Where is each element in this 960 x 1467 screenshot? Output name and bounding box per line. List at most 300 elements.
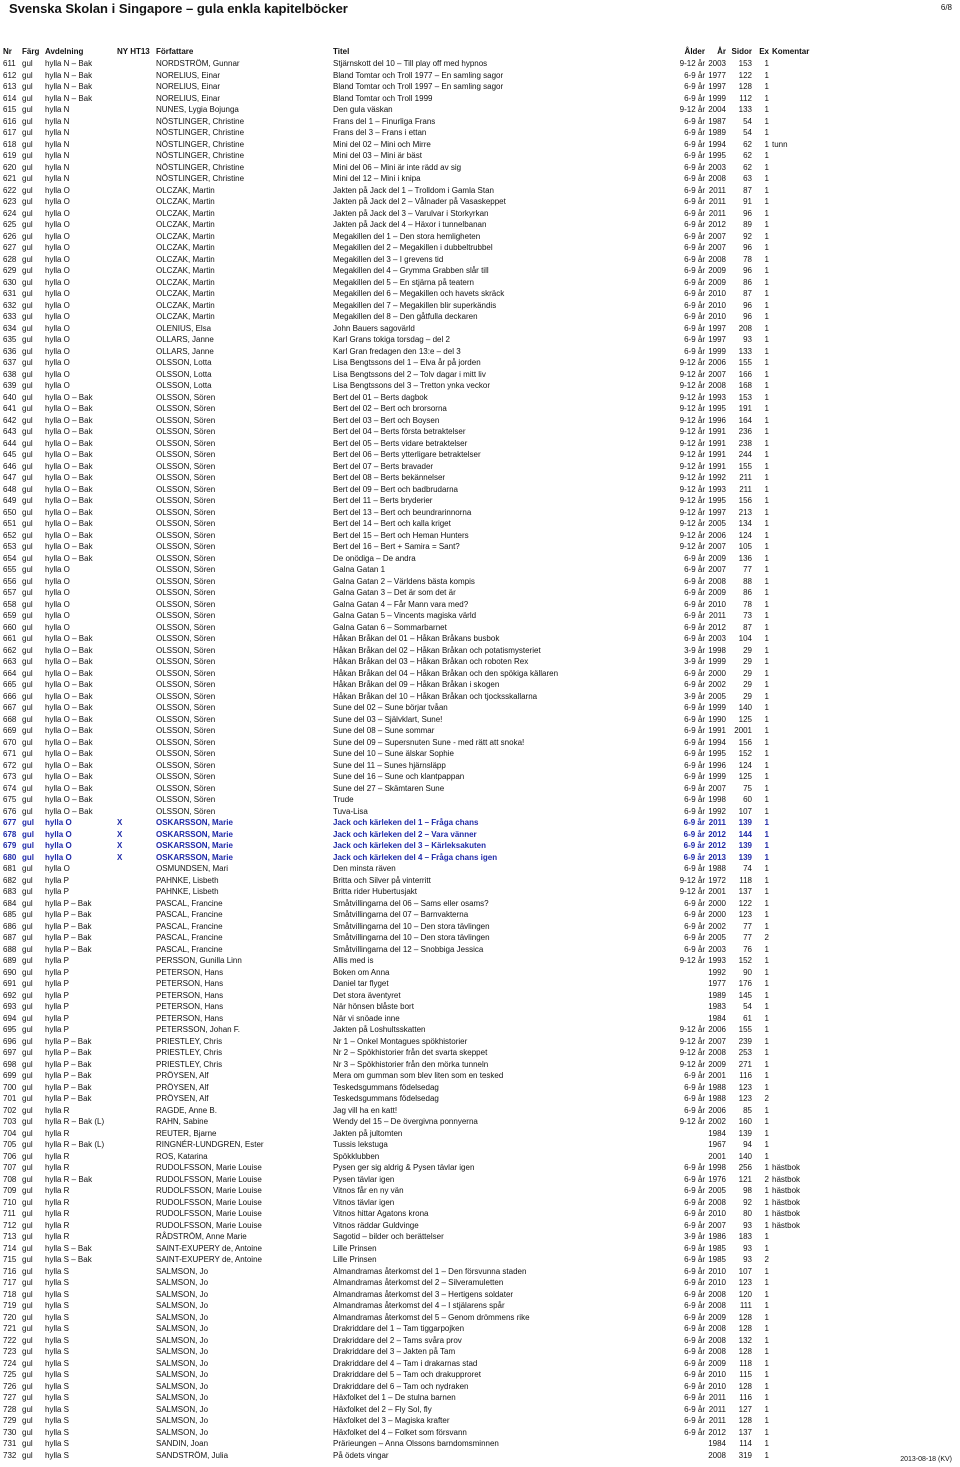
table-row <box>0 1323 960 1335</box>
cell-forfattare: OLSSON, Sören <box>156 714 216 724</box>
cell-farg: gul <box>22 760 33 770</box>
cell-ex: 1 <box>764 806 769 816</box>
cell-avdelning: hylla O – Bak <box>45 703 93 712</box>
cell-titel: Sune del 16 – Sune och klantpappan <box>333 772 465 781</box>
cell-titel: Småtvillingarna del 06 – Sams eller osams? <box>333 898 489 908</box>
cell-avdelning: hylla O – Bak <box>45 473 93 482</box>
cell-sidor: 96 <box>743 300 752 310</box>
cell-nr: 709 <box>3 1186 17 1195</box>
cell-titel: Drakriddare del 1 – Tam tiggarpojken <box>333 1324 465 1333</box>
cell-nr: 616 <box>3 116 17 126</box>
table-row <box>0 265 960 277</box>
cell-ex: 1 <box>764 1324 769 1333</box>
cell-ar: 2013 <box>708 852 726 862</box>
cell-forfattare: NUNES, Lygia Bojunga <box>156 105 239 114</box>
cell-ex: 1 <box>764 1048 769 1057</box>
cell-alder: 6-9 år <box>684 772 705 781</box>
cell-nr: 713 <box>3 1232 17 1241</box>
cell-ex: 1 <box>764 1209 769 1218</box>
table-row <box>0 1105 960 1117</box>
cell-ar: 2005 <box>708 933 726 942</box>
cell-avdelning: hylla R <box>45 1197 70 1207</box>
cell-ex: 1 <box>764 151 769 160</box>
cell-ex: 1 <box>764 59 769 68</box>
cell-sidor: 166 <box>738 369 752 379</box>
cell-sidor: 86 <box>743 277 752 287</box>
cell-forfattare: SANDSTRÖM, Julia <box>156 1450 229 1460</box>
cell-sidor: 137 <box>738 887 752 896</box>
cell-sidor: 87 <box>743 185 752 195</box>
cell-farg: gul <box>22 1255 33 1264</box>
cell-avdelning: hylla O – Bak <box>45 806 93 816</box>
cell-titel: Tussis lekstuga <box>333 1140 388 1149</box>
cell-farg: gul <box>22 381 33 390</box>
cell-titel: Jakten på Jack del 3 – Varulvar i Storkyrkan <box>333 208 489 218</box>
cell-alder: 6-9 år <box>684 588 705 597</box>
cell-titel: Megakillen del 7 – Megakillen blir superkändis <box>333 300 497 310</box>
cell-sidor: 128 <box>738 1347 752 1356</box>
cell-farg: gul <box>22 1059 33 1069</box>
cell-alder: 6-9 år <box>684 703 705 712</box>
cell-alder: 6-9 år <box>684 668 705 678</box>
cell-titel: Håkan Bråkan del 03 – Håkan Bråkan och roboten Rex <box>333 657 529 666</box>
cell-forfattare: RAHN, Sabine <box>156 1117 209 1126</box>
cell-nr: 629 <box>3 266 17 275</box>
cell-avdelning: hylla P – Bak <box>45 910 92 919</box>
cell-alder: 6-9 år <box>684 300 705 310</box>
cell-forfattare: PAHNKE, Lisbeth <box>156 887 219 896</box>
cell-sidor: 29 <box>743 668 752 678</box>
cell-avdelning: hylla S <box>45 1358 70 1368</box>
table-row <box>0 150 960 162</box>
cell-sidor: 80 <box>743 1209 752 1218</box>
cell-avdelning: hylla R <box>45 1220 70 1230</box>
cell-sidor: 160 <box>738 1117 752 1126</box>
cell-ar: 1997 <box>708 335 726 344</box>
table-row <box>0 1312 960 1324</box>
cell-ex: 1 <box>764 197 769 206</box>
cell-avdelning: hylla P – Bak <box>45 1094 92 1103</box>
table-row <box>0 472 960 484</box>
cell-farg: gul <box>22 473 33 482</box>
cell-avdelning: hylla P – Bak <box>45 944 92 954</box>
cell-titel: Galna Gatan 3 – Det är som det är <box>333 588 456 597</box>
cell-sidor: 139 <box>738 852 752 862</box>
cell-alder: 6-9 år <box>683 818 705 827</box>
cell-alder: 6-9 år <box>684 1416 705 1425</box>
cell-ex: 1 <box>764 415 769 425</box>
cell-forfattare: OLSSON, Sören <box>156 519 216 528</box>
cell-nr: 722 <box>3 1335 17 1345</box>
cell-alder: 6-9 år <box>684 1071 705 1080</box>
cell-ex: 1 <box>764 208 769 218</box>
cell-sidor: 208 <box>738 323 752 333</box>
table-row <box>0 1266 960 1278</box>
cell-ex: 1 <box>764 404 769 413</box>
cell-avdelning: hylla S <box>45 1370 70 1379</box>
cell-forfattare: PETERSON, Hans <box>156 979 224 988</box>
cell-titel: Karl Gran fredagen den 13:e – del 3 <box>333 346 461 356</box>
cell-ar: 1994 <box>708 139 726 149</box>
table-row <box>0 714 960 726</box>
cell-nr: 692 <box>3 990 17 1000</box>
cell-ny: X <box>117 841 123 850</box>
cell-nr: 700 <box>3 1082 17 1092</box>
cell-forfattare: OLCZAK, Martin <box>156 220 215 229</box>
cell-nr: 712 <box>3 1220 17 1230</box>
cell-ar: 2007 <box>708 542 726 551</box>
cell-ar: 1984 <box>708 1128 726 1138</box>
cell-farg: gul <box>22 392 33 402</box>
cell-sidor: 136 <box>738 553 752 563</box>
cell-ar: 1992 <box>708 806 726 816</box>
cell-sidor: 78 <box>743 254 752 264</box>
cell-titel: Sune del 11 – Sunes hjärnsläpp <box>333 760 446 770</box>
cell-avdelning: hylla O <box>45 323 70 333</box>
cell-nr: 728 <box>3 1404 17 1414</box>
cell-nr: 679 <box>3 841 17 850</box>
cell-titel: Almandramas återkomst del 3 – Hertigens soldater <box>333 1289 514 1299</box>
cell-sidor: 120 <box>738 1289 752 1299</box>
cell-nr: 706 <box>3 1151 17 1161</box>
cell-avdelning: hylla S <box>45 1335 70 1345</box>
cell-alder: 9-12 år <box>679 415 705 425</box>
cell-ex: 1 <box>764 887 769 896</box>
table-row <box>0 116 960 128</box>
table-row <box>0 1231 960 1243</box>
cell-titel: Lille Prinsen <box>333 1243 377 1253</box>
cell-forfattare: OLLARS, Janne <box>156 346 214 356</box>
cell-sidor: 96 <box>743 208 752 218</box>
cell-ar: 1994 <box>708 737 726 747</box>
col-ny: NY HT13 <box>117 47 150 56</box>
cell-sidor: 123 <box>738 1278 752 1287</box>
cell-titel: Trude <box>333 795 354 804</box>
table-row <box>0 806 960 818</box>
cell-avdelning: hylla P <box>45 1002 70 1011</box>
cell-titel: När vi snöade inne <box>333 1013 400 1023</box>
cell-ar: 2008 <box>708 1301 726 1310</box>
cell-alder: 9-12 år <box>679 519 705 528</box>
cell-ar: 1991 <box>708 726 726 735</box>
cell-forfattare: OLSSON, Sören <box>156 553 216 563</box>
cell-ar: 1992 <box>708 473 726 482</box>
cell-alder: 6-9 år <box>684 737 705 747</box>
cell-forfattare: RÅDSTRÖM, Anne Marie <box>156 1232 247 1241</box>
cell-avdelning: hylla S <box>45 1301 70 1310</box>
cell-alder: 6-9 år <box>684 576 705 586</box>
cell-alder: 9-12 år <box>679 369 705 379</box>
cell-sidor: 256 <box>738 1163 752 1172</box>
cell-sidor: 271 <box>738 1059 752 1069</box>
cell-ex: 1 <box>764 473 769 482</box>
cell-avdelning: hylla P – Bak <box>45 1036 92 1046</box>
cell-ar: 2005 <box>708 1186 726 1195</box>
cell-ar: 2003 <box>708 634 726 643</box>
cell-farg: gul <box>22 220 33 229</box>
cell-titel: Galna Gatan 5 – Vincents magiska värld <box>333 611 477 620</box>
cell-alder: 6-9 år <box>684 749 705 758</box>
cell-titel: Vitnos räddar Guldvinge <box>333 1220 419 1230</box>
cell-ar: 2007 <box>708 369 726 379</box>
cell-forfattare: SALMSON, Jo <box>156 1324 209 1333</box>
cell-ar: 2006 <box>708 530 726 540</box>
cell-farg: gul <box>22 680 33 689</box>
table-row <box>0 978 960 990</box>
cell-titel: Almandramas återkomst del 5 – Genom drömmens rike <box>333 1312 530 1322</box>
cell-avdelning: hylla O <box>45 300 70 310</box>
cell-avdelning: hylla N <box>45 162 70 172</box>
cell-farg: gul <box>22 1197 33 1207</box>
cell-sidor: 29 <box>743 691 752 701</box>
cell-nr: 704 <box>3 1128 17 1138</box>
cell-avdelning: hylla P – Bak <box>45 1082 92 1092</box>
cell-farg: gul <box>22 1117 33 1126</box>
cell-sidor: 61 <box>743 1013 752 1023</box>
cell-avdelning: hylla N – Bak <box>45 93 93 103</box>
cell-nr: 686 <box>3 921 17 931</box>
cell-sidor: 77 <box>743 933 752 942</box>
cell-avdelning: hylla R – Bak <box>45 1174 93 1184</box>
cell-avdelning: hylla R <box>45 1105 70 1115</box>
table-row <box>0 484 960 496</box>
cell-ex: 1 <box>764 139 769 149</box>
cell-ex: 1 <box>764 392 769 402</box>
cell-avdelning: hylla O <box>45 346 70 356</box>
cell-farg: gul <box>22 1163 33 1172</box>
cell-nr: 630 <box>3 277 17 287</box>
cell-nr: 659 <box>3 611 17 620</box>
cell-ar: 2008 <box>708 381 726 390</box>
cell-nr: 617 <box>3 128 17 137</box>
cell-farg: gul <box>22 1174 33 1184</box>
table-row <box>0 139 960 151</box>
cell-alder: 6-9 år <box>684 1186 705 1195</box>
cell-sidor: 139 <box>738 818 752 827</box>
cell-titel: Wendy del 15 – De övergivna ponnyerna <box>333 1117 478 1126</box>
cell-avdelning: hylla S <box>45 1278 70 1287</box>
cell-titel: Allis med is <box>333 956 374 965</box>
cell-forfattare: OLSSON, Sören <box>156 783 216 793</box>
cell-sidor: 133 <box>738 105 752 114</box>
cell-titel: Megakillen del 3 – I grevens tid <box>333 254 444 264</box>
cell-ar: 2002 <box>708 1117 726 1126</box>
cell-avdelning: hylla S <box>45 1289 70 1299</box>
cell-farg: gul <box>22 703 33 712</box>
cell-forfattare: NÖSTLINGER, Christine <box>156 151 245 160</box>
cell-sidor: 156 <box>738 737 752 747</box>
cell-ar: 2012 <box>708 841 726 850</box>
cell-alder: 9-12 år <box>679 507 705 517</box>
cell-farg: gul <box>22 461 33 471</box>
table-row <box>0 1208 960 1220</box>
cell-titel: Bert del 02 – Bert och brorsorna <box>333 404 447 413</box>
cell-ex: 1 <box>764 1232 769 1241</box>
table-row <box>0 162 960 174</box>
cell-ex: 1 <box>764 1071 769 1080</box>
table-row <box>0 323 960 335</box>
cell-forfattare: OSKARSSON, Marie <box>156 852 233 862</box>
cell-nr: 661 <box>3 634 17 643</box>
cell-forfattare: OLCZAK, Martin <box>156 277 215 287</box>
cell-farg: gul <box>22 1370 33 1379</box>
cell-sidor: 122 <box>738 70 752 80</box>
cell-ex: 1 <box>764 956 769 965</box>
cell-alder: 6-9 år <box>684 634 705 643</box>
cell-ar: 2003 <box>708 944 726 954</box>
cell-sidor: 2001 <box>734 726 752 735</box>
cell-farg: gul <box>22 346 33 356</box>
cell-nr: 653 <box>3 542 17 551</box>
cell-kommentar: hästbok <box>772 1186 801 1195</box>
cell-titel: Vitnos hittar Agatons krona <box>333 1209 429 1218</box>
cell-nr: 685 <box>3 910 17 919</box>
cell-farg: gul <box>22 358 33 367</box>
table-row <box>0 1381 960 1393</box>
cell-nr: 614 <box>3 93 17 103</box>
cell-alder: 6-9 år <box>684 1324 705 1333</box>
cell-forfattare: PRÖYSEN, Alf <box>156 1082 209 1092</box>
cell-forfattare: ROS, Katarina <box>156 1151 208 1161</box>
cell-avdelning: hylla O <box>45 358 70 367</box>
cell-kommentar: hästbok <box>772 1197 801 1207</box>
cell-titel: Jag vill ha en katt! <box>333 1105 398 1115</box>
cell-forfattare: SALMSON, Jo <box>156 1266 209 1276</box>
cell-forfattare: PRÖYSEN, Alf <box>156 1071 209 1080</box>
cell-alder: 3-9 år <box>684 657 705 666</box>
cell-titel: Bert del 09 – Bert och badbrudarna <box>333 484 458 494</box>
cell-farg: gul <box>22 1128 33 1138</box>
cell-alder: 9-12 år <box>679 404 705 413</box>
cell-avdelning: hylla O – Bak <box>45 783 93 793</box>
cell-nr: 719 <box>3 1301 17 1310</box>
cell-alder: 6-9 år <box>684 289 705 298</box>
cell-titel: Teskedsgummans födelsedag <box>333 1094 439 1103</box>
cell-alder: 6-9 år <box>684 898 705 908</box>
cell-avdelning: hylla N <box>45 174 70 183</box>
cell-nr: 689 <box>3 956 17 965</box>
cell-ex: 1 <box>764 783 769 793</box>
cell-forfattare: OLSSON, Sören <box>156 645 216 655</box>
table-row <box>0 886 960 898</box>
cell-farg: gul <box>22 496 33 505</box>
cell-ex: 1 <box>764 358 769 367</box>
cell-ar: 1967 <box>708 1140 726 1149</box>
cell-titel: När hönsen blåste bort <box>333 1002 414 1011</box>
cell-avdelning: hylla S – Bak <box>45 1243 92 1253</box>
table-row <box>0 196 960 208</box>
cell-nr: 651 <box>3 519 17 528</box>
cell-farg: gul <box>22 588 33 597</box>
cell-ar: 2009 <box>708 266 726 275</box>
cell-alder: 6-9 år <box>684 1404 705 1414</box>
cell-alder: 6-9 år <box>684 1312 705 1322</box>
cell-sidor: 213 <box>738 507 752 517</box>
cell-farg: gul <box>22 783 33 793</box>
cell-forfattare: OLSSON, Sören <box>156 726 216 735</box>
cell-farg: gul <box>22 1439 33 1448</box>
cell-ar: 1988 <box>708 1082 726 1092</box>
cell-forfattare: OLSSON, Sören <box>156 588 216 597</box>
cell-titel: Den minsta räven <box>333 864 396 873</box>
table-row <box>0 231 960 243</box>
cell-avdelning: hylla S <box>45 1324 70 1333</box>
cell-farg: gul <box>22 1427 33 1437</box>
cell-farg: gul <box>22 1025 33 1034</box>
table-row <box>0 1392 960 1404</box>
cell-ex: 1 <box>764 1381 769 1391</box>
cell-titel: På ödets vingar <box>333 1450 389 1460</box>
table-row <box>0 93 960 105</box>
cell-titel: Sagotid – bilder och berättelser <box>333 1232 444 1241</box>
cell-avdelning: hylla O <box>45 864 70 873</box>
cell-titel: Bert del 13 – Bert och beundrarinnorna <box>333 507 472 517</box>
cell-farg: gul <box>22 1278 33 1287</box>
cell-farg: gul <box>22 841 34 850</box>
cell-alder: 9-12 år <box>679 484 705 494</box>
cell-ar: 2008 <box>708 1324 726 1333</box>
cell-nr: 672 <box>3 760 17 770</box>
cell-titel: Galna Gatan 1 <box>333 565 386 574</box>
footer-date: 2013-08-18 (KV) <box>900 1456 952 1463</box>
cell-titel: Bert del 06 – Berts ytterligare betraktelser <box>333 450 481 459</box>
cell-ar: 1996 <box>708 415 726 425</box>
cell-alder: 9-12 år <box>679 105 705 114</box>
cell-ar: 1998 <box>708 1163 726 1172</box>
cell-titel: Häxfolket del 3 – Magiska krafter <box>333 1416 450 1425</box>
table-row <box>0 461 960 473</box>
cell-farg: gul <box>22 415 33 425</box>
cell-sidor: 63 <box>743 174 752 183</box>
col-farg: Färg <box>22 47 40 56</box>
cell-nr: 652 <box>3 530 17 540</box>
cell-ex: 1 <box>764 174 769 183</box>
cell-sidor: 62 <box>743 162 752 172</box>
cell-titel: Mera om gumman som blev liten som en tesked <box>333 1071 504 1080</box>
cell-nr: 705 <box>3 1140 17 1149</box>
book-table <box>0 58 960 1461</box>
cell-titel: Megakillen del 6 – Megakillen och havets skräck <box>333 289 505 298</box>
cell-alder: 6-9 år <box>684 944 705 954</box>
cell-farg: gul <box>22 1013 33 1023</box>
table-row <box>0 863 960 875</box>
cell-alder: 6-9 år <box>684 197 705 206</box>
cell-nr: 687 <box>3 933 17 942</box>
cell-titel: Sune del 10 – Sune älskar Sophie <box>333 749 454 758</box>
cell-forfattare: PERSSON, Gunilla Linn <box>156 956 242 965</box>
cell-nr: 624 <box>3 208 17 218</box>
cell-sidor: 132 <box>738 1335 752 1345</box>
cell-ar: 2012 <box>708 220 726 229</box>
cell-ar: 2011 <box>708 185 726 195</box>
cell-alder: 6-9 år <box>684 599 705 609</box>
cell-farg: gul <box>22 1404 33 1414</box>
cell-forfattare: OLSSON, Sören <box>156 737 216 747</box>
cell-ex: 1 <box>764 818 769 827</box>
cell-forfattare: OLCZAK, Martin <box>156 254 215 264</box>
cell-alder: 6-9 år <box>684 921 705 931</box>
cell-sidor: 88 <box>743 576 752 586</box>
table-row <box>0 633 960 645</box>
cell-sidor: 75 <box>743 783 752 793</box>
cell-farg: gul <box>22 887 33 896</box>
cell-nr: 625 <box>3 220 17 229</box>
cell-sidor: 93 <box>743 335 752 344</box>
cell-avdelning: hylla P <box>45 956 70 965</box>
cell-forfattare: SAINT-EXUPERY de, Antoine <box>156 1255 262 1264</box>
cell-forfattare: SALMSON, Jo <box>156 1289 209 1299</box>
cell-forfattare: OLSSON, Sören <box>156 438 216 448</box>
